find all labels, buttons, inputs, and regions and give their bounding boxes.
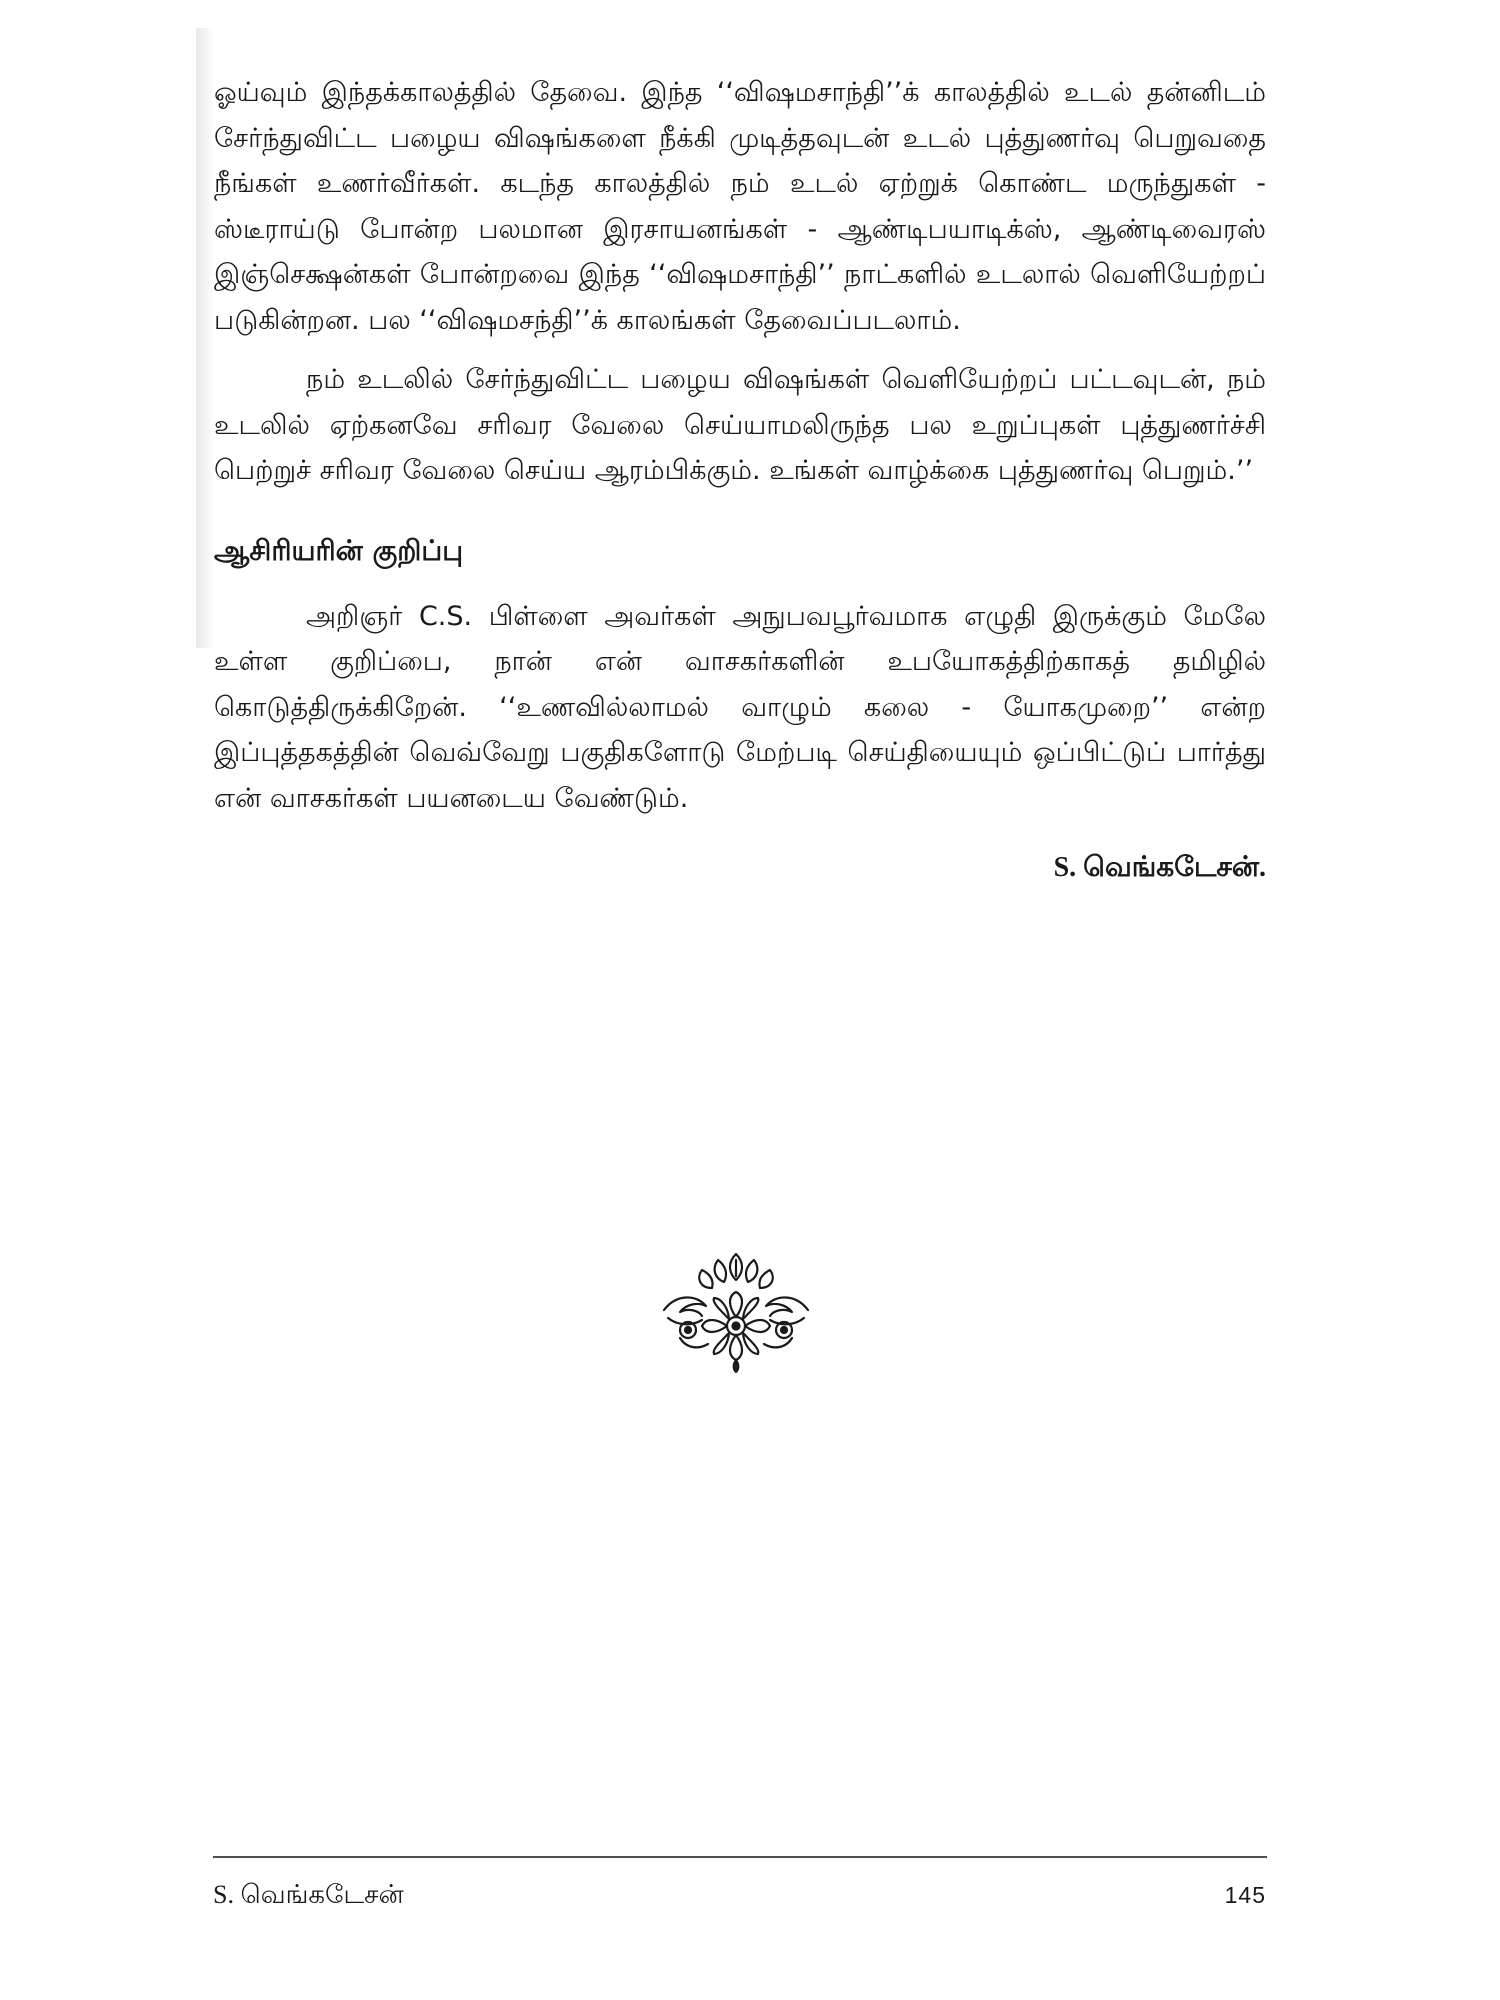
section-heading-author-note: ஆசிரியரின் குறிப்பு bbox=[214, 533, 464, 567]
page-number: 145 bbox=[1224, 1882, 1266, 1908]
paragraph-author-note: அறிஞர் C.S. பிள்ளை அவர்கள் அநுபவபூர்வமாக எழுதி இருக்கும் மேலே உள்ள குறிப்பை, நான் என் வாசகர்களின் உபயோகத்திற்காகத் தமிழில் கொடுத்திருக்கிறேன். ‘‘உணவில்லாமல் வாழும் கலை - யோகமுறை’’ என்ற இப்புத்தகத்தின் வெவ்வேறு பகுதிகளோடு மேற்படி செய்தியையும் ஒப்பிட்டுப் பார்த்து என் வாசகர்கள் பயனடைய வேண்டும். bbox=[214, 600, 1266, 814]
floral-ornament-icon bbox=[658, 1248, 814, 1374]
footer-author-name: S. வெங்கடேசன் bbox=[213, 1880, 404, 1909]
author-signature: S. வெங்கடேசன். bbox=[1053, 852, 1266, 883]
paragraph-toxins-expelled: நம் உடலில் சேர்ந்துவிட்ட பழைய விஷங்கள் வெளியேற்றப் பட்டவுடன், நம் உடலில் ஏற்கனவே சரிவர வேலை செய்யாமலிருந்த பல உறுப்புகள் புத்துணர்ச்சி பெற்றுச் சரிவர வேலை செய்ய ஆரம்பிக்கும். உங்கள் வாழ்க்கை புத்துணர்வு பெறும்.’’ bbox=[214, 364, 1266, 486]
page-binding-shadow bbox=[196, 28, 214, 648]
paragraph-continued: ஓய்வும் இந்தக்காலத்தில் தேவை. இந்த ‘‘விஷமசாந்தி’’க் காலத்தில் உடல் தன்னிடம் சேர்ந்துவிட்ட பழைய விஷங்களை நீக்கி முடித்தவுடன் உடல் புத்துணர்வு பெறுவதை நீங்கள் உணர்வீர்கள். கடந்த காலத்தில் நம் உடல் ஏற்றுக் கொண்ட மருந்துகள் - ஸ்டீராய்டு போன்ற பலமான இரசாயனங்கள் - ஆண்டிபயாடிக்ஸ், ஆண்டிவைரஸ் இஞ்செக்ஷன்கள் போன்றவை இந்த ‘‘விஷமசாந்தி’’ நாட்களில் உடலால் வெளியேற்றப் படுகின்றன. பல ‘‘விஷமசந்தி’’க் காலங்கள் தேவைப்படலாம். bbox=[214, 77, 1266, 336]
footer-divider bbox=[213, 1856, 1267, 1858]
page-body bbox=[214, 70, 1266, 891]
